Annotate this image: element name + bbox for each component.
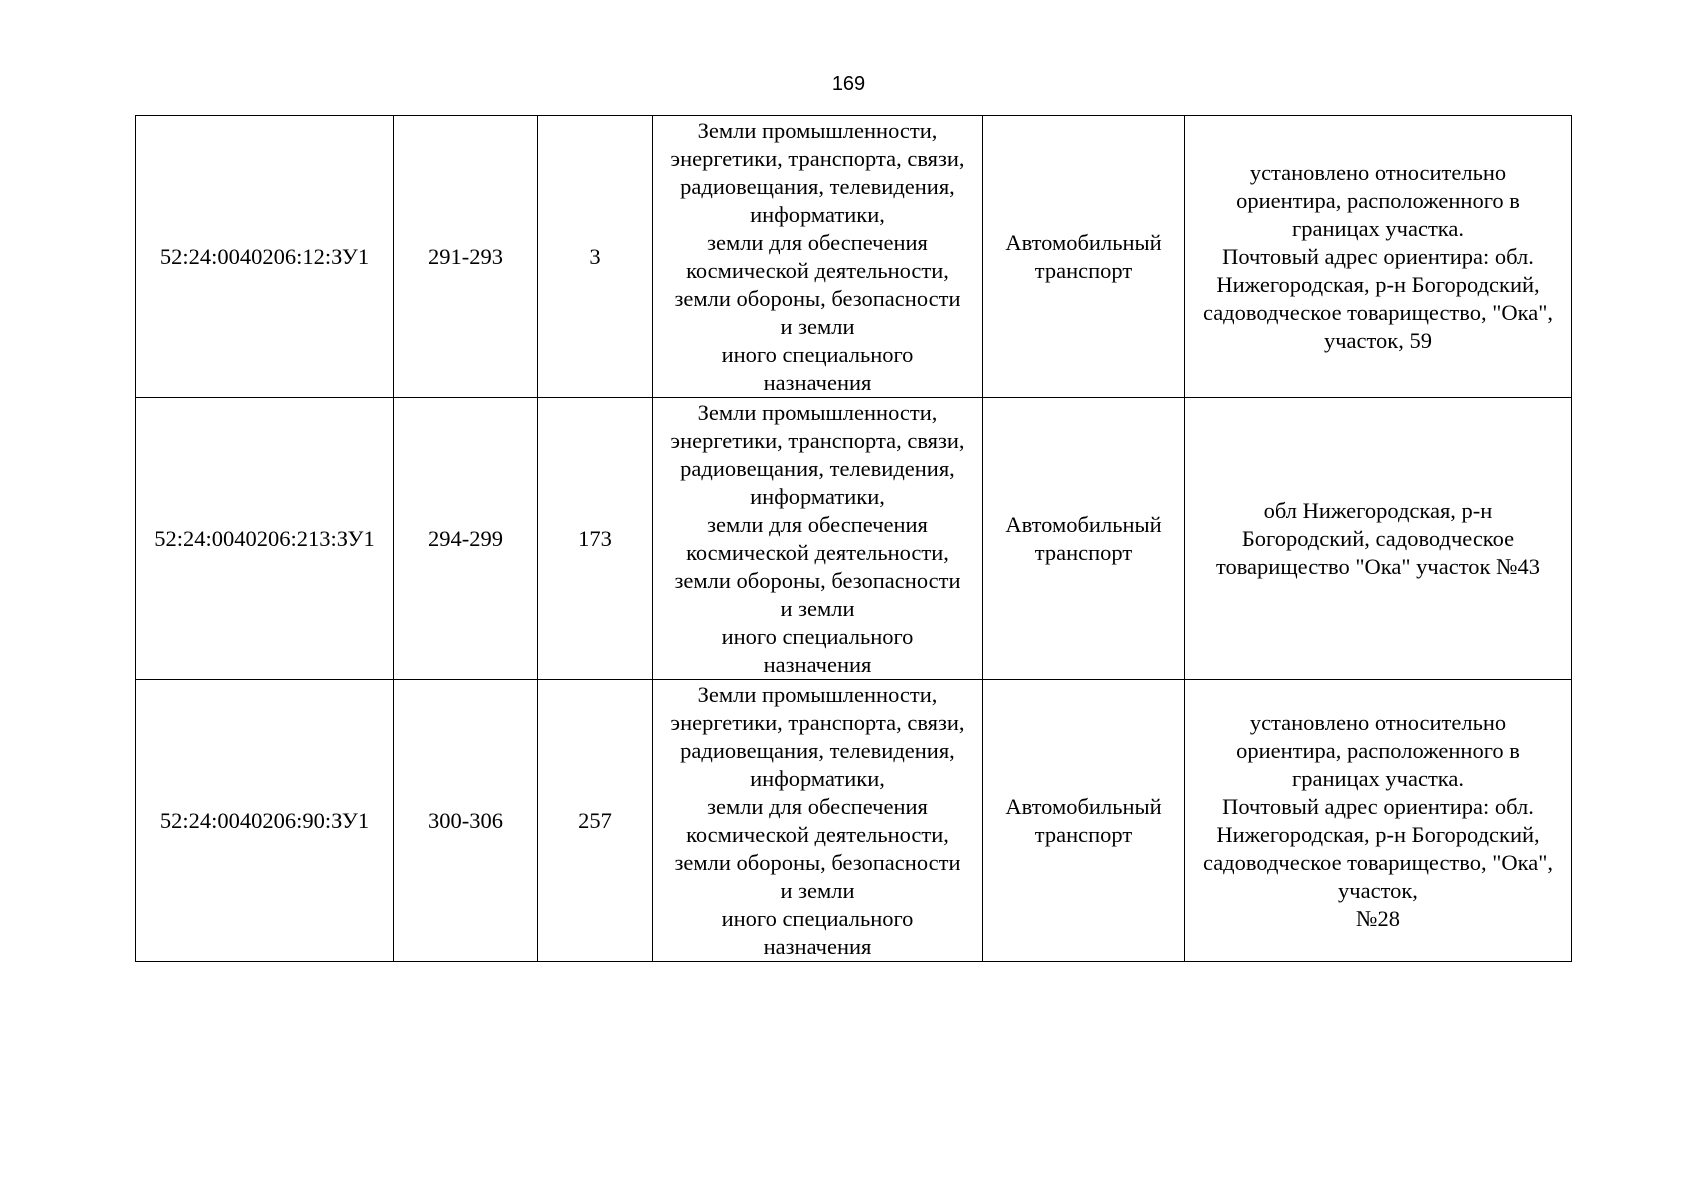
- point-numbers-cell: 294-299: [394, 398, 538, 680]
- cadastral-number-cell: 52:24:0040206:90:ЗУ1: [136, 680, 394, 962]
- cadastral-number-cell: 52:24:0040206:12:ЗУ1: [136, 116, 394, 398]
- permitted-use-cell: Автомобильный транспорт: [983, 398, 1185, 680]
- area-cell: 257: [538, 680, 653, 962]
- point-numbers-cell: 300-306: [394, 680, 538, 962]
- table-row: [136, 398, 1572, 680]
- land-category-cell: Земли промышленности, энергетики, транспорта, связи, радиовещания, телевидения, информатики, земли для обеспечения космической деятельности, земли обороны, безопасности и земли иного специального назначения: [653, 116, 983, 398]
- address-cell: установлено относительно ориентира, расположенного в границах участка. Почтовый адрес ориентира: обл. Нижегородская, р-н Богородский, садоводческое товарищество, "Ока", участок, №28: [1185, 680, 1572, 962]
- cadastral-number-cell: 52:24:0040206:213:ЗУ1: [136, 398, 394, 680]
- land-category-cell: Земли промышленности, энергетики, транспорта, связи, радиовещания, телевидения, информатики, земли для обеспечения космической деятельности, земли обороны, безопасности и земли иного специального назначения: [653, 680, 983, 962]
- page-number: 169: [831, 73, 866, 95]
- address-cell: обл Нижегородская, р-н Богородский, садоводческое товарищество "Ока" участок №43: [1185, 398, 1572, 680]
- area-cell: 173: [538, 398, 653, 680]
- permitted-use-cell: Автомобильный транспорт: [983, 680, 1185, 962]
- land-category-cell: Земли промышленности, энергетики, транспорта, связи, радиовещания, телевидения, информатики, земли для обеспечения космической деятельности, земли обороны, безопасности и земли иного специального назначения: [653, 398, 983, 680]
- point-numbers-cell: 291-293: [394, 116, 538, 398]
- table-row: [136, 680, 1572, 962]
- address-cell: установлено относительно ориентира, расположенного в границах участка. Почтовый адрес ориентира: обл. Нижегородская, р-н Богородский, садоводческое товарищество, "Ока", участок, 59: [1185, 116, 1572, 398]
- area-cell: 3: [538, 116, 653, 398]
- permitted-use-cell: Автомобильный транспорт: [983, 116, 1185, 398]
- table-row: [136, 116, 1572, 398]
- land-plots-table: [135, 115, 1572, 962]
